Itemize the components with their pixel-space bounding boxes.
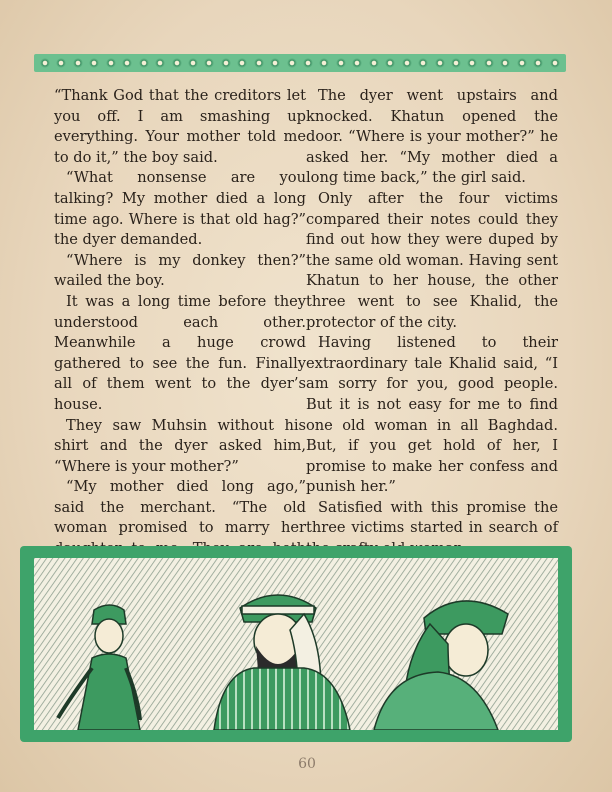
paragraph: “Thank God that the creditors let you off. I am smashing up everything. Your mother told me to do it,” the boy said. bbox=[54, 87, 306, 166]
right-text-column bbox=[306, 86, 558, 580]
paragraph: “Where is my donkey then?” wailed the boy. bbox=[54, 251, 306, 290]
paragraph: “My mother died long ago,” said the merchant. “The old woman promised to marry her bbox=[54, 478, 306, 537]
paragraph: It was a long time before they understood each other. Meanwhile a huge crowd gathered to see the fun. Finally all of them went to the dyer’s house. bbox=[54, 292, 306, 413]
illustration-panel bbox=[20, 546, 572, 742]
decorative-border-strip bbox=[34, 54, 566, 72]
illustration-three-figures bbox=[34, 558, 558, 730]
paragraph: Having listened to their extraordinary tale Khalid said, “I am sorry for you, good people. But it is not easy for me to find one old woman in all Baghdad. But, if you get hold of her, I promise to make her confess and punish her.” bbox=[306, 334, 558, 496]
paragraph: Only after the four victims compared their notes could they find out how they were duped by the same old woman. Having sent Khatun to her house, the other three went to see Khalid, the protector of the city. bbox=[306, 189, 558, 331]
paragraph: “What nonsense are you talking? My mother died a long time ago. Where is that old hag?” the dyer demanded. bbox=[54, 169, 306, 249]
paragraph: They saw Muhsin without his shirt and the dyer asked him, “Where is your mother?” bbox=[54, 416, 306, 475]
paragraph: The dyer went upstairs and knocked. Khatun opened the door. “Where is your mother?” he asked her. “My mother died a long time back,” the girl said. bbox=[306, 87, 558, 187]
left-text-column bbox=[54, 86, 306, 580]
paragraph: Satisfied with this promise the three victims started in search of bbox=[306, 498, 558, 537]
page-number: 60 bbox=[298, 756, 316, 772]
